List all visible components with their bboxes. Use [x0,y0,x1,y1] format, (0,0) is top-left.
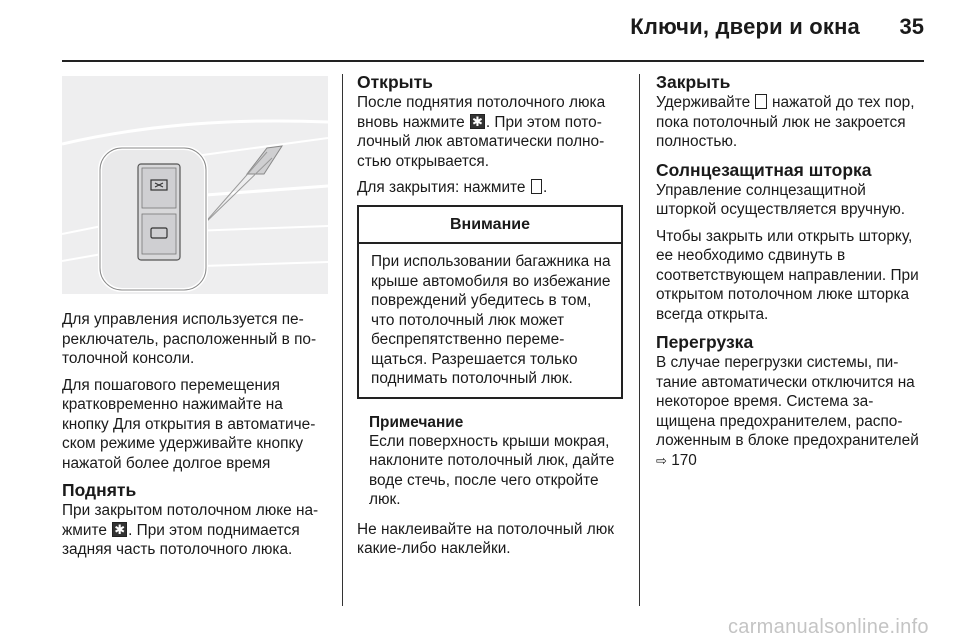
header-rule [62,60,924,62]
raise-text-a: При закрытом потолочном люке нажмите [62,502,319,539]
close-heading: Закрыть [656,72,731,92]
step-paragraph: Для пошагового перемещения кратковременно нажимайте на кнопку Для открытия в автоматическом режиме удерживайте кнопку нажатой более долгое время [62,376,316,472]
sunshade-heading: Солнцезащитная шторка [656,159,872,180]
header-title: Ключи, двери и окна [630,14,860,39]
reference-arrow-icon: ⇨ [656,452,667,468]
overload-page-ref[interactable]: 170 [671,451,697,469]
note-block [357,413,623,510]
raise-paragraph [62,501,328,560]
column-middle [357,72,623,566]
sunroof-close-symbol-icon [755,94,766,109]
page-number: 35 [899,14,924,39]
hold-text-a: Удерживайте [656,94,751,111]
open-paragraph [357,93,623,171]
open-text-a: После поднятия потолочного люка вновь нажмите [357,94,606,131]
raise-heading: Поднять [62,480,137,500]
intro-paragraph: Для управления используется переключатель, расположенный в потолочной консоли. [62,311,317,367]
raise-text-b: . При этом поднимается задняя часть потолочного люка. [62,521,300,558]
column-right [656,72,926,477]
sunshade-paragraph-1: Управление солнцезащитной шторкой осуществляется вручную. [656,181,906,218]
close-text-b: . [543,179,548,196]
sunroof-open-symbol-icon: ✱ [114,521,126,537]
note-text: Если поверхность крыши мокрая, наклоните потолочный люк, дайте воде стечь, после чего откройте люк. [369,432,615,508]
close-paragraph [656,93,926,152]
overload-text: В случае перегрузки системы, питание автоматически отключится на некоторое время. Система защищена предохранителем, расположенным в блоке предохранителей [656,354,919,449]
note-title: Примечание [369,413,464,431]
warning-box [357,205,623,399]
close-text-a: Для закрытия: нажмите [357,179,526,196]
overload-heading: Перегрузка [656,332,754,352]
sunroof-switch-illustration [62,76,328,294]
column-left [62,76,328,567]
hold-text-b: нажатой до тех пор, пока потолочный люк не закроется полностью. [656,94,915,150]
close-instruction [357,178,623,198]
column-divider-1 [342,74,343,606]
warning-title: Внимание [359,207,621,245]
sunroof-close-symbol-icon [531,179,542,194]
sticker-paragraph: Не наклеивайте на потолочный люк какие-либо наклейки. [357,520,614,557]
overload-paragraph [656,353,926,470]
sunshade-paragraph-2: Чтобы закрыть или открыть шторку, ее необходимо сдвинуть в соответствующем направлении. При открытом потолочном люке шторка всегда открыта. [656,227,919,323]
open-text-b: . При этом потолочный люк автоматически полностью открывается. [357,113,605,170]
open-heading: Открыть [357,72,433,92]
warning-text: При использовании багажника на крыше автомобиля во избежание повреждений убедитесь в том, что потолочный люк может беспрепятственно перемещаться. Разрешается только поднимать потолочный люк. [371,253,611,387]
sunroof-open-symbol-icon: ✱ [471,113,483,129]
watermark: carmanualsonline.info [728,616,929,638]
column-divider-2 [639,74,640,606]
